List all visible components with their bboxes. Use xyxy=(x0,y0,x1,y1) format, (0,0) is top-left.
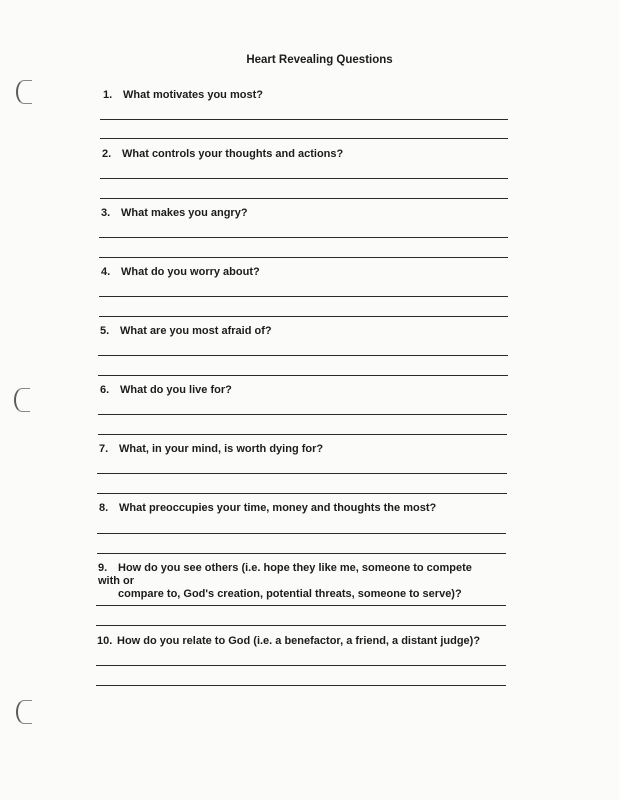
question-text: What motivates you most? xyxy=(123,89,263,101)
question-text: What preoccupies your time, money and thoughts the most? xyxy=(119,502,437,514)
answer-line[interactable] xyxy=(97,533,506,534)
answer-line[interactable] xyxy=(100,119,508,120)
answer-line[interactable] xyxy=(96,665,506,666)
answer-line[interactable] xyxy=(99,237,508,238)
question-text: What are you most afraid of? xyxy=(120,325,272,337)
answer-line[interactable] xyxy=(99,296,508,297)
question-text: What do you worry about? xyxy=(121,266,260,278)
question-8 xyxy=(99,502,436,515)
answer-line[interactable] xyxy=(96,605,506,606)
answer-line[interactable] xyxy=(98,355,508,356)
question-1 xyxy=(103,89,263,102)
question-number: 5. xyxy=(100,325,110,337)
question-text: How do you relate to God (i.e. a benefactor, a friend, a distant judge)? xyxy=(117,635,481,647)
answer-line[interactable] xyxy=(98,414,507,415)
binder-hole-bottom xyxy=(16,700,32,724)
question-text: What controls your thoughts and actions? xyxy=(122,148,344,160)
question-5 xyxy=(100,325,272,338)
question-text: What makes you angry? xyxy=(121,207,248,219)
question-3 xyxy=(101,207,248,220)
question-7 xyxy=(99,443,323,456)
answer-line[interactable] xyxy=(97,473,507,474)
question-4 xyxy=(101,266,260,279)
binder-hole-top xyxy=(16,80,32,104)
binder-hole-middle xyxy=(14,388,30,412)
answer-line[interactable] xyxy=(98,375,508,376)
answer-line[interactable] xyxy=(97,553,506,554)
question-number: 7. xyxy=(99,443,109,455)
answer-line[interactable] xyxy=(100,198,508,199)
answer-line[interactable] xyxy=(100,138,508,139)
question-number: 1. xyxy=(103,89,113,101)
question-2 xyxy=(102,148,343,161)
question-number: 8. xyxy=(99,502,109,514)
answer-line[interactable] xyxy=(99,257,508,258)
question-number: 2. xyxy=(102,148,112,160)
question-text: How do you see others (i.e. hope they like me, someone to compete with or xyxy=(98,562,472,587)
answer-line[interactable] xyxy=(96,685,506,686)
page-title: Heart Revealing Questions xyxy=(246,54,393,66)
question-9 xyxy=(98,562,493,601)
question-6 xyxy=(100,384,232,397)
question-number: 6. xyxy=(100,384,110,396)
question-number: 3. xyxy=(101,207,111,219)
question-number: 9. xyxy=(98,562,108,574)
question-text: What, in your mind, is worth dying for? xyxy=(119,443,324,455)
answer-line[interactable] xyxy=(100,178,508,179)
question-text: What do you live for? xyxy=(120,384,232,396)
question-number: 4. xyxy=(101,266,111,278)
answer-line[interactable] xyxy=(96,625,506,626)
answer-line[interactable] xyxy=(98,434,507,435)
question-10 xyxy=(97,635,480,648)
answer-line[interactable] xyxy=(99,316,508,317)
question-number: 10. xyxy=(97,635,113,647)
answer-line[interactable] xyxy=(97,493,507,494)
question-text-continued: compare to, God's creation, potential threats, someone to serve)? xyxy=(118,588,462,600)
